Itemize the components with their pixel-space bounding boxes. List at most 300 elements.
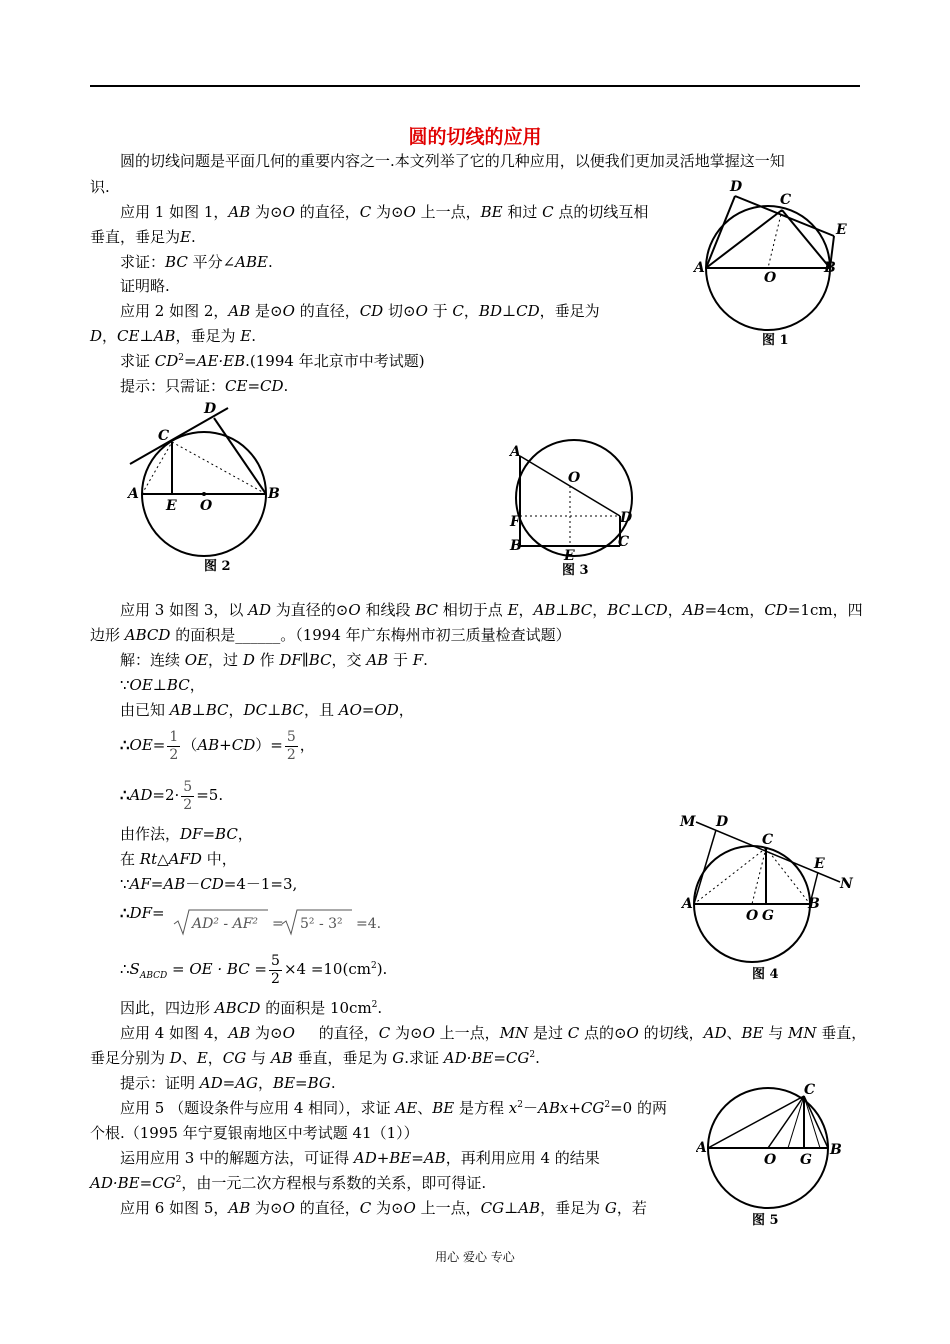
- text: DF=BC: [180, 825, 238, 843]
- text: ).: [376, 960, 388, 978]
- page-title: 圆的切线的应用: [408, 126, 542, 148]
- text: AD: [129, 786, 153, 804]
- text: OE: [129, 736, 153, 754]
- label-g: G: [800, 1152, 812, 1168]
- app3-line-2: [90, 625, 571, 645]
- text: x: [508, 1099, 518, 1117]
- text: 垂直，垂足为: [90, 228, 181, 246]
- fraction: [269, 953, 282, 988]
- text: 的直径，: [294, 1199, 360, 1217]
- figure-3-caption: 图 3: [562, 563, 589, 578]
- text: 2: [604, 1100, 611, 1110]
- text: 为⊙: [250, 1024, 283, 1042]
- text: CG: [580, 1099, 605, 1117]
- figure-1: [692, 176, 852, 352]
- label-c: C: [804, 1082, 816, 1098]
- text: =: [152, 736, 166, 754]
- label-o: O: [764, 1152, 777, 1168]
- text: AD·BE=CG: [443, 1049, 530, 1067]
- text: BC: [569, 601, 593, 619]
- intro-line-2: 识.: [90, 178, 110, 196]
- text: ∵: [120, 875, 130, 893]
- text: ，: [299, 736, 315, 754]
- text: O: [422, 1024, 435, 1042]
- text: 的面积是 10cm: [260, 999, 372, 1017]
- text: ABCD: [124, 626, 171, 644]
- text: 解：连续: [120, 651, 185, 669]
- text: 切⊙: [383, 302, 416, 320]
- line-co: [768, 1096, 804, 1148]
- text: 为⊙: [250, 1199, 283, 1217]
- text: 求证：: [120, 253, 166, 271]
- text: =: [151, 904, 165, 922]
- text: O: [282, 302, 295, 320]
- label-e: E: [564, 548, 575, 564]
- text: 上一点，: [415, 1199, 481, 1217]
- text: 和过: [502, 203, 543, 221]
- label-b: B: [824, 260, 836, 276]
- label-o: O: [200, 498, 213, 514]
- app1-line-4: 证明略.: [120, 277, 170, 295]
- line-c-extra-2: [804, 1096, 820, 1148]
- text: ⊥: [504, 1199, 519, 1217]
- app1-line-3: [120, 252, 273, 272]
- text: 应用 4 如图 4，: [120, 1024, 229, 1042]
- text: ⊥: [152, 676, 167, 694]
- text: =4cm，: [704, 601, 765, 619]
- text: CD: [200, 875, 224, 893]
- label-m: M: [680, 814, 696, 830]
- text: BC: [165, 253, 188, 271]
- text: E: [180, 228, 191, 246]
- text: 运用应用 3 中的解题方法，可证得: [120, 1149, 354, 1167]
- fraction: [167, 729, 180, 764]
- text: O: [348, 601, 361, 619]
- app4-line-1: [120, 1023, 866, 1043]
- app4-line-2: [90, 1048, 540, 1068]
- text: ∴: [120, 904, 130, 922]
- text: ×4 =10(cm: [283, 960, 371, 978]
- text: AD: [248, 601, 272, 619]
- text: 作: [254, 651, 280, 669]
- page-footer: 用心 爱心 专心: [435, 1250, 515, 1264]
- text: CD: [154, 352, 179, 370]
- text: CD: [516, 302, 540, 320]
- figure-2: [124, 398, 288, 578]
- text: O: [282, 1024, 295, 1042]
- text: 是过: [528, 1024, 568, 1042]
- text: O: [626, 1024, 639, 1042]
- text: .: [423, 651, 428, 669]
- text: 与: [246, 1049, 271, 1067]
- text: .: [330, 1074, 336, 1092]
- text: AB: [153, 327, 176, 345]
- text: ABE: [235, 253, 268, 271]
- text: 2: [169, 746, 179, 763]
- text: 提示：只需证：: [120, 377, 226, 395]
- label-a: A: [694, 260, 705, 276]
- app2-line-2: [90, 326, 256, 346]
- text: 为⊙: [250, 203, 283, 221]
- label-a: A: [696, 1140, 707, 1156]
- radicand-2: 5² - 3²: [300, 916, 343, 932]
- text: 边形: [90, 626, 125, 644]
- line-ac: [142, 442, 172, 494]
- text: AB: [270, 1049, 293, 1067]
- text: ⊥: [630, 601, 645, 619]
- text: ，: [207, 1049, 223, 1067]
- text: CD: [764, 601, 788, 619]
- text: D: [242, 651, 255, 669]
- text: ，: [228, 701, 244, 719]
- text: .: [190, 228, 196, 246]
- text: 由作法，: [120, 825, 181, 843]
- text: AB: [228, 302, 251, 320]
- text: 2: [183, 796, 193, 813]
- text: BC: [607, 601, 631, 619]
- radicand-1: AD² - AF²: [192, 916, 259, 932]
- app2-line-4: [120, 376, 288, 396]
- text: ，垂足为: [175, 327, 241, 345]
- fraction: [181, 779, 194, 814]
- text: O: [403, 203, 416, 221]
- app3-line-5: [120, 700, 414, 720]
- text: 和线段: [360, 601, 416, 619]
- text: AB: [533, 601, 556, 619]
- label-c: C: [618, 534, 630, 550]
- text: D: [90, 327, 103, 345]
- text: F: [412, 651, 424, 669]
- text: AB: [518, 1199, 541, 1217]
- text: 的直径，: [294, 302, 360, 320]
- text: CD: [359, 302, 384, 320]
- text: CG: [480, 1199, 505, 1217]
- text: =1cm，四: [787, 601, 863, 619]
- fraction: [285, 729, 298, 764]
- text: 是⊙: [250, 302, 283, 320]
- text: ，: [518, 601, 534, 619]
- text: △: [157, 850, 169, 868]
- label-c: C: [762, 832, 774, 848]
- text: 于: [427, 302, 453, 320]
- app3-line-10: [120, 874, 297, 894]
- text: =5.: [196, 786, 224, 804]
- text: ，: [189, 676, 205, 694]
- label-o: O: [746, 908, 759, 924]
- text: BC: [166, 676, 190, 694]
- text: 为⊙: [371, 1199, 404, 1217]
- text: 应用 6 如图 5，: [120, 1199, 229, 1217]
- text: .: [267, 253, 273, 271]
- text: 平分∠: [187, 253, 236, 271]
- text: BC: [281, 701, 304, 719]
- text: AE·EB: [196, 352, 246, 370]
- app3-line-11: [120, 903, 165, 923]
- text: －: [522, 1099, 538, 1117]
- text: 与: [763, 1024, 789, 1042]
- text: +: [568, 1099, 581, 1117]
- text: 的切线，: [638, 1024, 704, 1042]
- text: CG: [222, 1049, 247, 1067]
- text: AB: [228, 203, 251, 221]
- app5-line-1: [120, 1098, 667, 1118]
- app3-line-4: [120, 675, 205, 695]
- text: 是方程: [454, 1099, 509, 1117]
- text: ABx: [538, 1099, 569, 1117]
- text: AE: [395, 1099, 418, 1117]
- text: =0 的两: [610, 1099, 667, 1117]
- text: 应用 3 如图 3，以: [120, 601, 249, 619]
- label-c: C: [780, 192, 792, 208]
- text: DC: [243, 701, 268, 719]
- text: ）=: [255, 736, 283, 754]
- text: =: [184, 352, 197, 370]
- text: 2: [371, 1000, 378, 1010]
- text: 由已知: [120, 701, 170, 719]
- text: ∴: [120, 960, 130, 978]
- app4-line-3: [120, 1073, 336, 1093]
- text: 在: [120, 850, 140, 868]
- text: G: [392, 1049, 405, 1067]
- text: 为直径的⊙: [271, 601, 349, 619]
- text: E: [507, 601, 519, 619]
- text: 2: [286, 746, 296, 763]
- text: D: [169, 1049, 182, 1067]
- text: 点的⊙: [579, 1024, 627, 1042]
- text: Rt: [139, 850, 158, 868]
- text: .: [535, 1049, 540, 1067]
- text: C: [378, 1024, 391, 1042]
- text: ，: [398, 701, 414, 719]
- text: CD: [231, 736, 256, 754]
- app3-line-12: [120, 950, 387, 995]
- label-d: D: [204, 401, 217, 417]
- text: C: [359, 1199, 372, 1217]
- label-d: D: [716, 814, 729, 830]
- app3-line-6: [120, 726, 315, 764]
- text: 垂足分别为: [90, 1049, 170, 1067]
- text: ，垂足为: [540, 1199, 605, 1217]
- text: BE: [741, 1024, 764, 1042]
- text: AD·BE=CG: [90, 1174, 176, 1192]
- app2-line-3: [120, 351, 425, 371]
- text: 2: [517, 1100, 523, 1110]
- text: OE: [184, 651, 209, 669]
- text: = OE · BC =: [172, 960, 268, 978]
- text: =2·: [152, 786, 180, 804]
- text: ，过: [208, 651, 243, 669]
- text: ⊥: [501, 302, 517, 320]
- text: .(1994 年北京市中考试题): [245, 352, 425, 370]
- text: 的直径，: [294, 1024, 379, 1042]
- text: .: [377, 999, 383, 1017]
- center-point: [202, 492, 206, 496]
- app3-line-3: [120, 650, 428, 670]
- text: －: [185, 875, 201, 893]
- text: BC: [308, 651, 332, 669]
- app2-line-1: [120, 301, 600, 321]
- text: AFD: [168, 850, 202, 868]
- figure-3: [506, 428, 642, 580]
- text: AD: [703, 1024, 727, 1042]
- text: DF: [279, 651, 302, 669]
- label-e: E: [836, 222, 847, 238]
- text: 2: [175, 1175, 182, 1185]
- text: O: [282, 203, 295, 221]
- text: ∥: [301, 651, 309, 669]
- label-b: B: [808, 896, 820, 912]
- intro-line-1: 圆的切线问题是平面几何的重要内容之一.本文列举了它的几种应用，以便我们更加灵活地掌握这一知: [120, 152, 785, 170]
- app3-line-7: [120, 776, 223, 814]
- text: 相切于点: [438, 601, 508, 619]
- text: ，: [102, 327, 118, 345]
- text: 、: [181, 1049, 197, 1067]
- app3-line-9: [120, 849, 237, 869]
- line-cb: [172, 442, 266, 494]
- app3-line-1: [120, 600, 863, 620]
- text: 、: [726, 1024, 742, 1042]
- text: 提示：证明: [120, 1074, 200, 1092]
- text: ，且: [303, 701, 339, 719]
- text: ，: [592, 601, 608, 619]
- app5-line-2: 个根.（1995 年宁夏银南地区中考试题 41（1））: [90, 1124, 419, 1142]
- text: C: [567, 1024, 580, 1042]
- figure-4: [676, 808, 856, 992]
- text: 为⊙: [390, 1024, 423, 1042]
- label-a: A: [510, 444, 521, 460]
- text: 5: [183, 778, 193, 795]
- text: AB: [682, 601, 705, 619]
- text: 中，: [201, 850, 237, 868]
- label-b: B: [830, 1142, 842, 1158]
- sqrt-expression: [172, 904, 392, 938]
- text: AB: [228, 1199, 251, 1217]
- text: O: [415, 302, 428, 320]
- text: 5: [286, 728, 296, 745]
- text: BE: [480, 203, 503, 221]
- text: C: [542, 203, 554, 221]
- text: BD: [478, 302, 502, 320]
- label-d: D: [730, 179, 743, 195]
- text: 2: [271, 970, 280, 987]
- app5-line-4: [90, 1173, 486, 1193]
- text: 5: [271, 952, 280, 969]
- text: MN: [499, 1024, 529, 1042]
- text: E: [240, 327, 252, 345]
- text: ⊥: [191, 701, 206, 719]
- text: 的直径，: [294, 203, 360, 221]
- app6-line-1: [120, 1198, 647, 1218]
- text: ，: [463, 302, 479, 320]
- label-o: O: [764, 270, 777, 286]
- label-o: O: [568, 470, 581, 486]
- text: 应用 1 如图 1，: [120, 203, 229, 221]
- text: ，: [667, 601, 683, 619]
- text: BC: [205, 701, 229, 719]
- text: ⊥: [267, 701, 282, 719]
- text: ⊥: [139, 327, 154, 345]
- text: 点的切线互相: [553, 203, 649, 221]
- text: AB: [228, 1024, 251, 1042]
- app3-line-13: [120, 998, 382, 1018]
- label-n: N: [840, 876, 853, 892]
- line-co: [752, 848, 766, 904]
- text: 、: [417, 1099, 433, 1117]
- text: AO=OD: [338, 701, 399, 719]
- text: （: [182, 736, 198, 754]
- figure-5: [696, 1082, 856, 1232]
- text: ，垂足为: [539, 302, 600, 320]
- text: 1: [169, 728, 179, 745]
- text: BE: [432, 1099, 455, 1117]
- label-b: B: [510, 538, 522, 554]
- text: .求证: [404, 1049, 444, 1067]
- text: S: [129, 960, 140, 978]
- text: MN: [788, 1024, 817, 1042]
- text: AB: [366, 651, 389, 669]
- text: 上一点，: [434, 1024, 500, 1042]
- line-ac: [708, 1096, 804, 1148]
- text: ，: [258, 1074, 274, 1092]
- app3-line-8: [120, 824, 253, 844]
- label-a: A: [682, 896, 693, 912]
- label-g: G: [762, 908, 774, 924]
- text: O: [403, 1199, 416, 1217]
- line-ad: [694, 830, 716, 904]
- text: ∵: [120, 676, 130, 694]
- text: ，交: [331, 651, 367, 669]
- text: 因此，四边形: [120, 999, 215, 1017]
- text: 应用 2 如图 2，: [120, 302, 229, 320]
- figure-4-caption: 图 4: [752, 967, 779, 982]
- text: AD=AG: [199, 1074, 259, 1092]
- label-e: E: [814, 856, 825, 872]
- text: AB: [169, 701, 192, 719]
- text: +: [219, 736, 232, 754]
- figure-2-caption: 图 2: [204, 559, 231, 574]
- line-cb: [804, 1096, 828, 1148]
- line-db: [214, 418, 266, 494]
- text: ⊥: [555, 601, 570, 619]
- text: DF: [129, 904, 152, 922]
- text: ∴: [120, 736, 130, 754]
- figure-5-caption: 图 5: [752, 1213, 779, 1228]
- circle: [516, 440, 632, 556]
- label-a: A: [128, 486, 139, 502]
- text: CD: [644, 601, 668, 619]
- text: O: [282, 1199, 295, 1217]
- text: 应用 5 （题设条件与应用 4 相同），求证: [120, 1099, 396, 1117]
- text: C: [452, 302, 464, 320]
- text: ABCD: [214, 999, 261, 1017]
- figure-1-caption: 图 1: [762, 333, 789, 348]
- label-d: D: [620, 510, 633, 526]
- text: 2: [370, 961, 377, 971]
- text: ABCD: [139, 971, 168, 981]
- text: 的面积是______。（1994 年广东梅州市初三质量检查试题）: [170, 626, 571, 644]
- app1-line-2: [90, 227, 196, 247]
- equals: =: [272, 916, 284, 932]
- line-ca: [694, 848, 766, 904]
- text: OE: [129, 676, 153, 694]
- result: =4.: [356, 916, 382, 932]
- text: ，再利用应用 4 的结果: [445, 1149, 600, 1167]
- text: 2: [178, 353, 185, 363]
- text: ，若: [616, 1199, 647, 1217]
- text: =4－1=3,: [223, 875, 298, 893]
- text: CE: [117, 327, 140, 345]
- text: 垂直，垂足为: [292, 1049, 393, 1067]
